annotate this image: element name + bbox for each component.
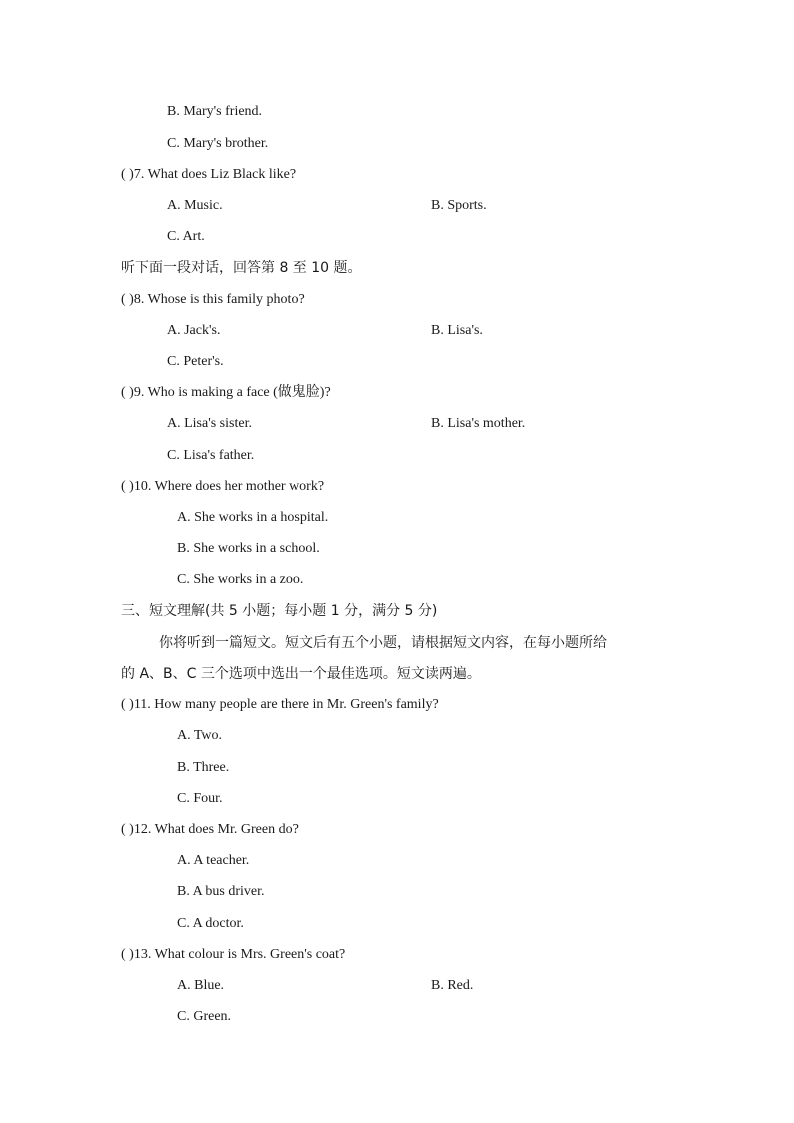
section-3-heading: 三、短文理解(共 5 小题；每小题 1 分，满分 5 分) xyxy=(121,603,438,619)
option-8b: B. Lisa's. xyxy=(431,323,483,338)
option-13b: B. Red. xyxy=(431,978,474,993)
option-12b: B. A bus driver. xyxy=(177,884,265,899)
option-13c: C. Green. xyxy=(177,1009,232,1024)
option-12c: C. A doctor. xyxy=(177,916,244,931)
question-10: ( )10. Where does her mother work? xyxy=(121,479,325,494)
question-9: ( )9. Who is making a face (做鬼脸)? xyxy=(121,385,331,400)
option-9b: B. Lisa's mother. xyxy=(431,416,526,431)
option-10a: A. She works in a hospital. xyxy=(177,510,329,525)
question-12: ( )12. What does Mr. Green do? xyxy=(121,822,299,837)
question-7: ( )7. What does Liz Black like? xyxy=(121,167,297,182)
option-11c: C. Four. xyxy=(177,791,223,806)
option-11a: A. Two. xyxy=(177,728,223,743)
option-9c: C. Lisa's father. xyxy=(167,448,255,463)
option-11b: B. Three. xyxy=(177,760,230,775)
option-12a: A. A teacher. xyxy=(177,853,250,868)
section-3-desc-line1: 你将听到一篇短文。短文后有五个小题，请根据短文内容，在每小题所给 xyxy=(159,635,607,651)
option-9a: A. Lisa's sister. xyxy=(167,416,252,431)
option-8a: A. Jack's. xyxy=(167,323,221,338)
instruction-8-10: 听下面一段对话，回答第 8 至 10 题。 xyxy=(121,260,362,276)
option-7c: C. Art. xyxy=(167,229,205,244)
question-11: ( )11. How many people are there in Mr. Green's family? xyxy=(121,697,439,712)
option-10b: B. She works in a school. xyxy=(177,541,320,556)
option-6b: B. Mary's friend. xyxy=(167,104,263,119)
option-13a: A. Blue. xyxy=(177,978,225,993)
option-8c: C. Peter's. xyxy=(167,354,224,369)
section-3-desc-line2: 的 A、B、C 三个选项中选出一个最佳选项。短文读两遍。 xyxy=(121,666,481,682)
option-7a: A. Music. xyxy=(167,198,223,213)
question-8: ( )8. Whose is this family photo? xyxy=(121,292,305,307)
question-13: ( )13. What colour is Mrs. Green's coat? xyxy=(121,947,346,962)
option-7b: B. Sports. xyxy=(431,198,487,213)
option-10c: C. She works in a zoo. xyxy=(177,572,304,587)
option-6c: C. Mary's brother. xyxy=(167,136,269,151)
